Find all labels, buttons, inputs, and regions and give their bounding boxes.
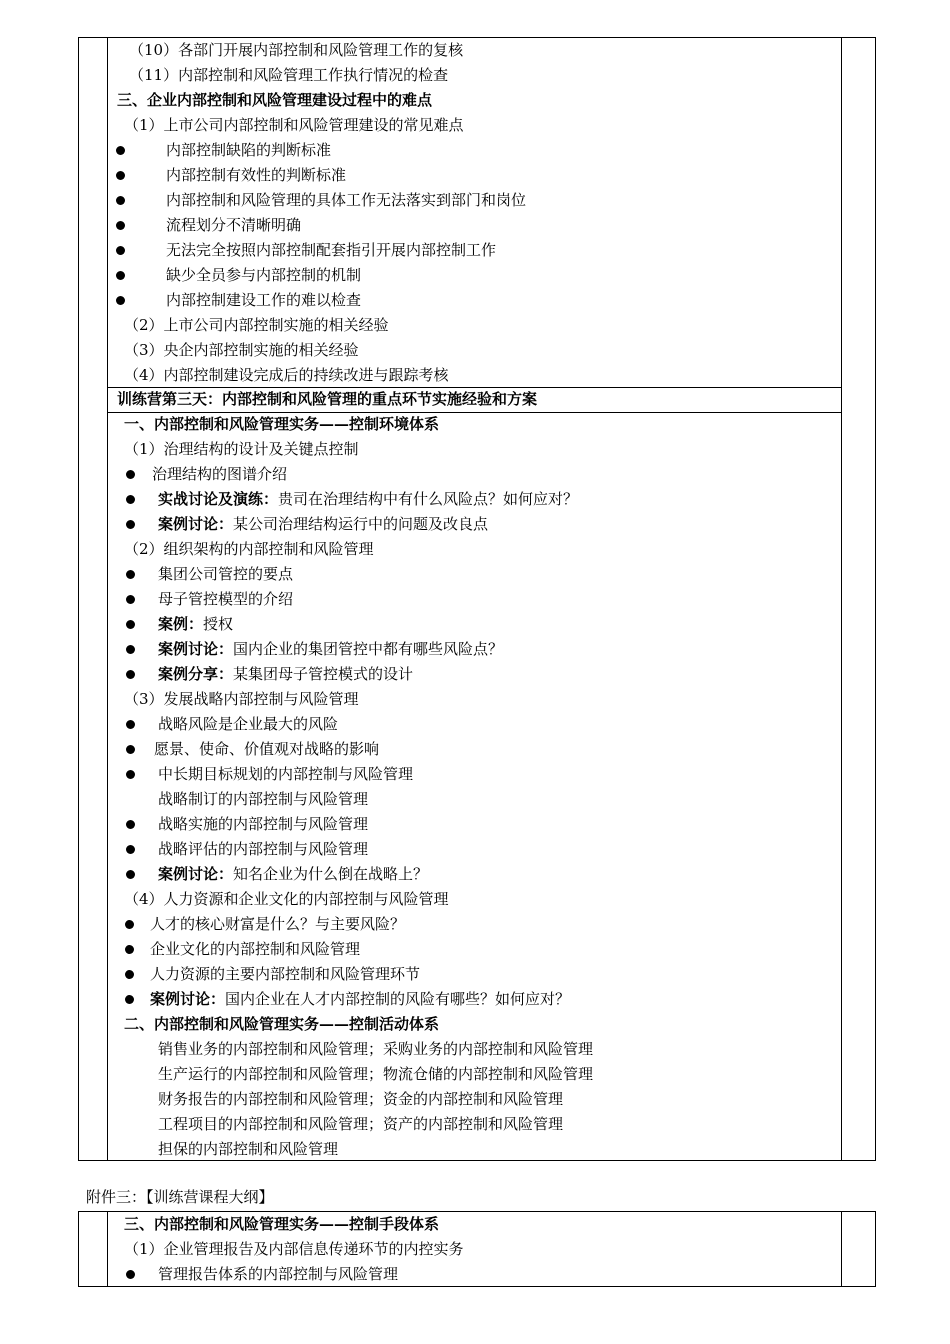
list-item: 内部控制建设工作的难以检查: [166, 291, 362, 309]
section-heading: 二、内部控制和风险管理实务——控制活动体系: [124, 1015, 440, 1033]
outline-line: （4）人力资源和企业文化的内部控制与风险管理: [124, 890, 449, 908]
list-item: 中长期目标规划的内部控制与风险管理: [158, 765, 414, 783]
day-heading: 训练营第三天：内部控制和风险管理的重点环节实施经验和方案: [117, 390, 538, 408]
item-label: 案例讨论：: [158, 515, 234, 533]
item-label: 案例分享：: [158, 665, 234, 683]
item-text: 某集团母子管控模式的设计: [233, 665, 414, 683]
outline-line: （10）各部门开展内部控制和风险管理工作的复核: [129, 41, 464, 59]
list-item: [158, 662, 413, 687]
item-text: 某公司治理结构运行中的问题及改良点: [233, 515, 489, 533]
table-left-column-border: [107, 38, 108, 1160]
outline-line: （2）组织架构的内部控制和风险管理: [124, 540, 374, 558]
outline-line: （2）上市公司内部控制实施的相关经验: [124, 316, 389, 334]
outline-line: 销售业务的内部控制和风险管理；采购业务的内部控制和风险管理: [158, 1040, 594, 1058]
section-heading: 三、内部控制和风险管理实务——控制手段体系: [124, 1215, 440, 1233]
list-item: 企业文化的内部控制和风险管理: [150, 940, 361, 958]
list-item: 战略制订的内部控制与风险管理: [158, 790, 369, 808]
list-item: 人才的核心财富是什么？与主要风险？: [150, 915, 406, 933]
list-item: 战略实施的内部控制与风险管理: [158, 815, 369, 833]
item-label: 案例讨论：: [158, 865, 234, 883]
list-item: 母子管控模型的介绍: [158, 590, 294, 608]
outline-table-1: [78, 37, 876, 1161]
outline-line: （1）上市公司内部控制和风险管理建设的常见难点: [124, 116, 464, 134]
list-item: 战略评估的内部控制与风险管理: [158, 840, 369, 858]
outline-line: 生产运行的内部控制和风险管理；物流仓储的内部控制和风险管理: [158, 1065, 594, 1083]
item-label: 案例讨论：: [150, 990, 226, 1008]
list-item: 集团公司管控的要点: [158, 565, 294, 583]
list-item: 缺少全员参与内部控制的机制: [166, 266, 362, 284]
item-label: 实战讨论及演练：: [158, 490, 279, 508]
item-label: 案例：: [158, 615, 204, 633]
outline-line: （3）发展战略内部控制与风险管理: [124, 690, 359, 708]
list-item: 战略风险是企业最大的风险: [158, 715, 339, 733]
list-item: 内部控制和风险管理的具体工作无法落实到部门和岗位: [166, 191, 527, 209]
list-item: [150, 987, 570, 1012]
item-text: 授权: [203, 615, 234, 633]
item-text: 国内企业的集团管控中都有哪些风险点？: [233, 640, 504, 658]
section-heading: 三、企业内部控制和风险管理建设过程中的难点: [117, 91, 433, 109]
section-heading: 一、内部控制和风险管理实务——控制环境体系: [124, 415, 440, 433]
item-text: 知名企业为什么倒在战略上？: [233, 865, 429, 883]
list-item: [158, 512, 488, 537]
outline-line: （1）治理结构的设计及关键点控制: [124, 440, 359, 458]
list-item: 愿景、使命、价值观对战略的影响: [154, 740, 380, 758]
list-item: 治理结构的图谱介绍: [152, 465, 288, 483]
outline-line: 担保的内部控制和风险管理: [158, 1140, 339, 1158]
outline-line: 财务报告的内部控制和风险管理；资金的内部控制和风险管理: [158, 1090, 564, 1108]
list-item: [158, 637, 503, 662]
outline-line: （1）企业管理报告及内部信息传递环节的内控实务: [124, 1240, 464, 1258]
outline-line: （11）内部控制和风险管理工作执行情况的检查: [129, 66, 449, 84]
outline-line: （4）内部控制建设完成后的持续改进与跟踪考核: [124, 366, 449, 384]
table-right-column-border: [841, 1212, 842, 1286]
item-label: 案例讨论：: [158, 640, 234, 658]
list-item: 管理报告体系的内部控制与风险管理: [158, 1265, 399, 1283]
attachment-caption: 附件三：【训练营课程大纲】: [86, 1188, 274, 1206]
table-left-column-border: [107, 1212, 108, 1286]
list-item: [158, 862, 428, 887]
list-item: 内部控制缺陷的判断标准: [166, 141, 332, 159]
item-text: 贵司在治理结构中有什么风险点？如何应对？: [278, 490, 579, 508]
outline-line: 工程项目的内部控制和风险管理；资产的内部控制和风险管理: [158, 1115, 564, 1133]
list-item: 人力资源的主要内部控制和风险管理环节: [150, 965, 421, 983]
list-item: [158, 612, 233, 637]
outline-line: （3）央企内部控制实施的相关经验: [124, 341, 359, 359]
outline-table-2: [78, 1211, 876, 1287]
list-item: 无法完全按照内部控制配套指引开展内部控制工作: [166, 241, 497, 259]
list-item: 流程划分不清晰明确: [166, 216, 302, 234]
item-text: 国内企业在人才内部控制的风险有哪些？如何应对？: [225, 990, 571, 1008]
list-item: [158, 487, 578, 512]
table-right-column-border: [841, 38, 842, 1160]
list-item: 内部控制有效性的判断标准: [166, 166, 347, 184]
